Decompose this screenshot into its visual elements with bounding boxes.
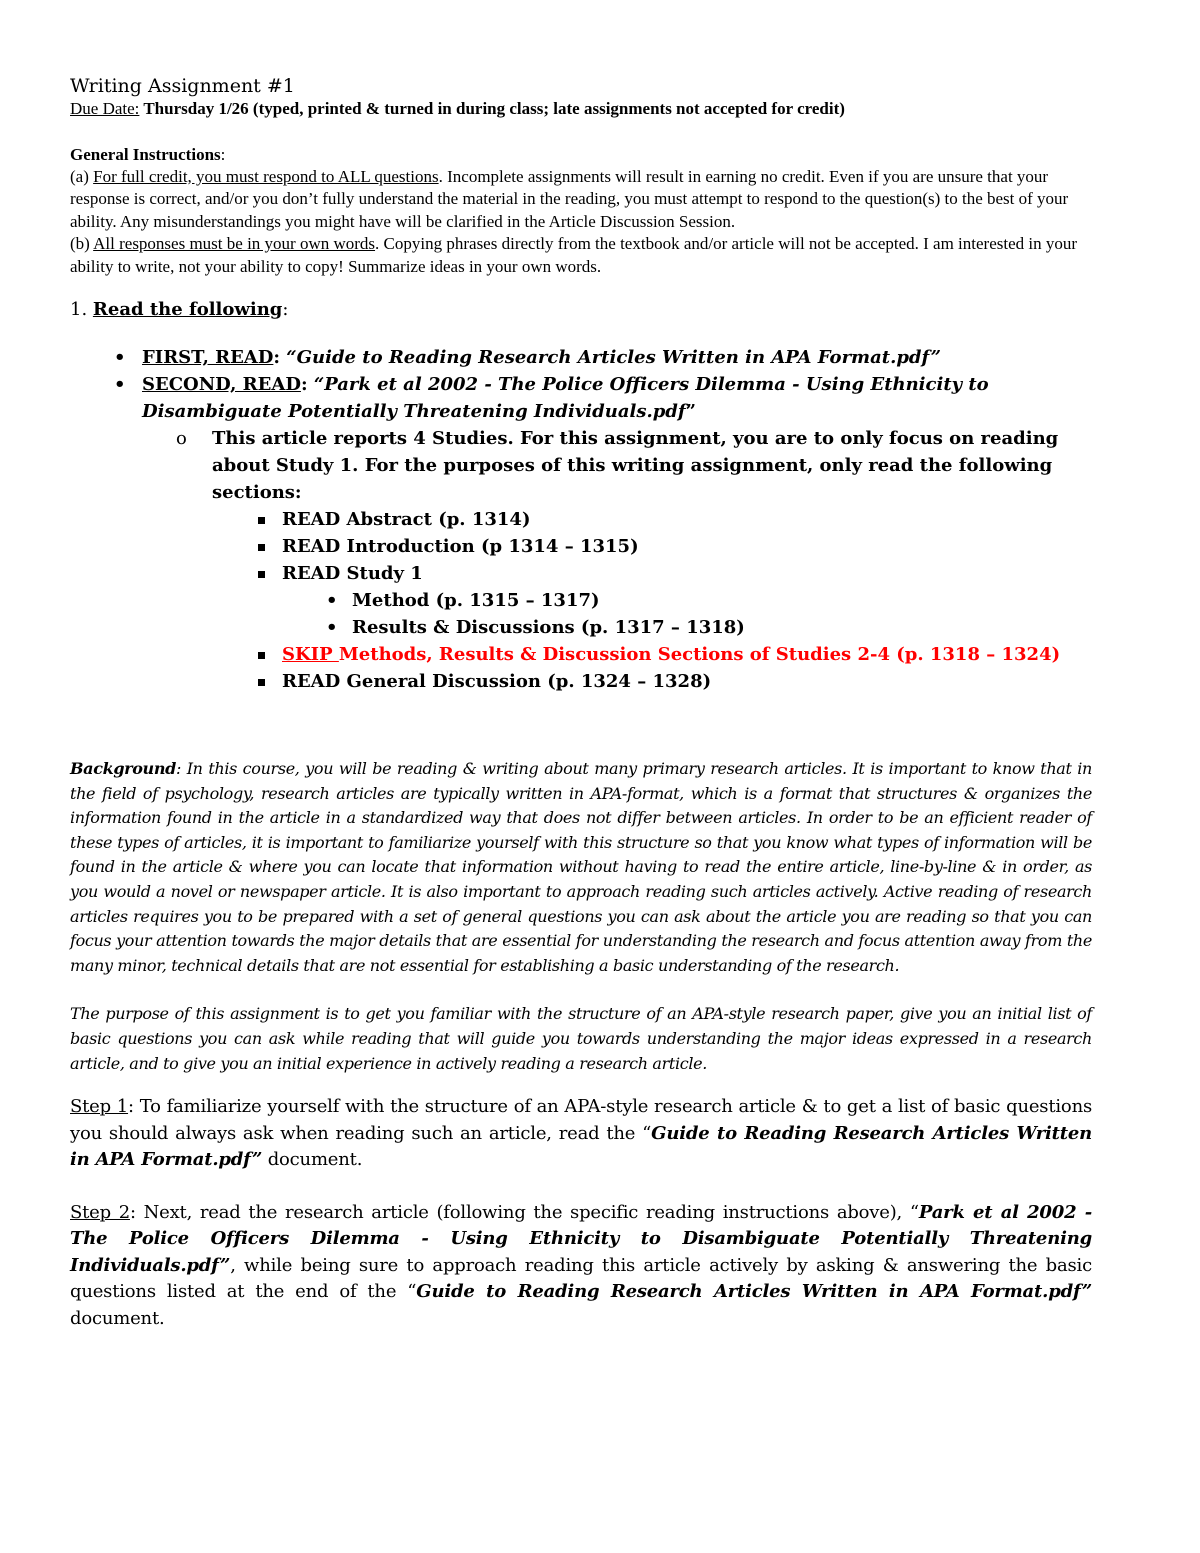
list-item-first-read: • FIRST, READ: “Guide to Reading Research Articles Written in APA Format.pdf” [70,344,1092,371]
bullet-icon: • [326,617,338,639]
square-bullet-icon [258,652,265,659]
study-sublist [142,425,1092,695]
page-title: Writing Assignment #1 [70,75,295,97]
step-1-paragraph: Step 1: To familiarize yourself with the structure of an APA-style research article & to get a list of basic questions you should always ask when reading such an article, read the “Guide to Reading Research Articles Written in APA Format.pdf” document. [70,1096,1092,1171]
list-item-second-read: • SECOND, READ: “Park et al 2002 - The Police Officers Dilemma - Using Ethnicity to Disambiguate Potentially Threatening Individuals.pdf” o This article reports 4 Studies. For this assignment, you are to only focus on reading about Study 1. For the purposes of this writing assignment, only read the following sections: READ Abstract (p. 1314) READ Introduction (p 1314 – 1315) READ Study 1 • Method (p. 1315 – 1317) • Results & Discussions (p. 1317 – 1318) SKIP Methods, Results & Discussion Sections of Studies 2-4 (p. 1318 – 1324) READ General Discussion (p. 1324 – 1328) [70,371,1092,695]
due-date-label: Due Date: [70,99,140,118]
step-2-paragraph: Step 2: Next, read the research article (following the specific reading instructions above), “Park et al 2002 - The Police Officers Dilemma - Using Ethnicity to Disambiguate Potentially Threatening Individuals.pdf”, while being sure to approach reading this article actively by asking & answering the basic questions listed at the end of the “Guide to Reading Research Articles Written in APA Format.pdf” document. [70,1201,1092,1329]
document-page [70,74,1092,1332]
square-bullet-icon [258,544,265,551]
bullet-icon: • [326,590,338,612]
instruction-a: (a) For full credit, you must respond to ALL questions. Incomplete assignments will result in earning no credit. Even if you are unsure that your response is correct, and/or you don’t fully understand the material in the reading, you must attempt to respond to the question(s) to the best of your ability. Any misunderstandings you might have will be clarified in the Article Discussion Session. [70,167,1069,231]
list-item-abstract: READ Abstract (p. 1314) [212,506,1092,533]
due-date-line [70,98,1092,120]
square-bullet-icon [258,571,265,578]
list-item-method: • Method (p. 1315 – 1317) [282,587,1092,614]
instruction-b: (b) All responses must be in your own words. Copying phrases directly from the textbook and/or article will not be accepted. I am interested in your ability to write, not your ability to copy! Summarize ideas in your own words. [70,234,1078,276]
list-item-study1: READ Study 1 • Method (p. 1315 – 1317) • Results & Discussions (p. 1317 – 1318) [212,560,1092,641]
read-following-heading: 1. Read the following: [70,299,289,321]
circle-bullet-icon: o [176,428,187,450]
bullet-icon: • [114,347,126,369]
bullet-icon: • [114,374,126,396]
list-item-results: • Results & Discussions (p. 1317 – 1318) [282,614,1092,641]
general-instructions-heading: General Instructions: [70,145,226,164]
reading-list [70,344,1092,695]
list-item-introduction: READ Introduction (p 1314 – 1315) [212,533,1092,560]
purpose-paragraph: The purpose of this assignment is to get you familiar with the structure of an APA-style research paper, give you an initial list of basic questions you can ask while reading that will guide you towards understanding the major ideas expressed in a research article, and to give you an initial experience in actively reading a research article. [70,1004,1092,1073]
list-item-general-discussion: READ General Discussion (p. 1324 – 1328) [212,668,1092,695]
square-bullet-icon [258,679,265,686]
background-paragraph: Background: In this course, you will be reading & writing about many primary research articles. It is important to know that in the field of psychology, research articles are typically written in APA-format, which is a format that structures & organizes the information found in the article in a standardized way that does not differ between articles. In order to be an efficient reader of these types of articles, it is important to familiarize yourself with this structure so that you know what types of information will be found in the article & where you can locate that information without having to read the entire article, line-by-line & in order, as you would a novel or newspaper article. It is also important to approach reading such articles actively. Active reading of research articles requires you to be prepared with a set of general questions you can ask about the article you are reading so that you can focus your attention towards the major details that are essential for understanding the research and focus attention away from the many minor, technical details that are not essential for establishing a basic understanding of the research. [70,759,1092,975]
list-item-skip: SKIP Methods, Results & Discussion Sections of Studies 2-4 (p. 1318 – 1324) [212,641,1092,668]
sections-list [212,506,1092,695]
due-date-text: Thursday 1/26 (typed, printed & turned in during class; late assignments not accepted for credit) [139,99,845,118]
study1-list [282,587,1092,641]
square-bullet-icon [258,517,265,524]
list-item-study-note: o This article reports 4 Studies. For this assignment, you are to only focus on reading about Study 1. For the purposes of this writing assignment, only read the following sections: READ Abstract (p. 1314) READ Introduction (p 1314 – 1315) READ Study 1 • Method (p. 1315 – 1317) • Results & Discussions (p. 1317 – 1318) SKIP Methods, Results & Discussion Sections of Studies 2-4 (p. 1318 – 1324) READ General Discussion (p. 1324 – 1328) [142,425,1092,695]
